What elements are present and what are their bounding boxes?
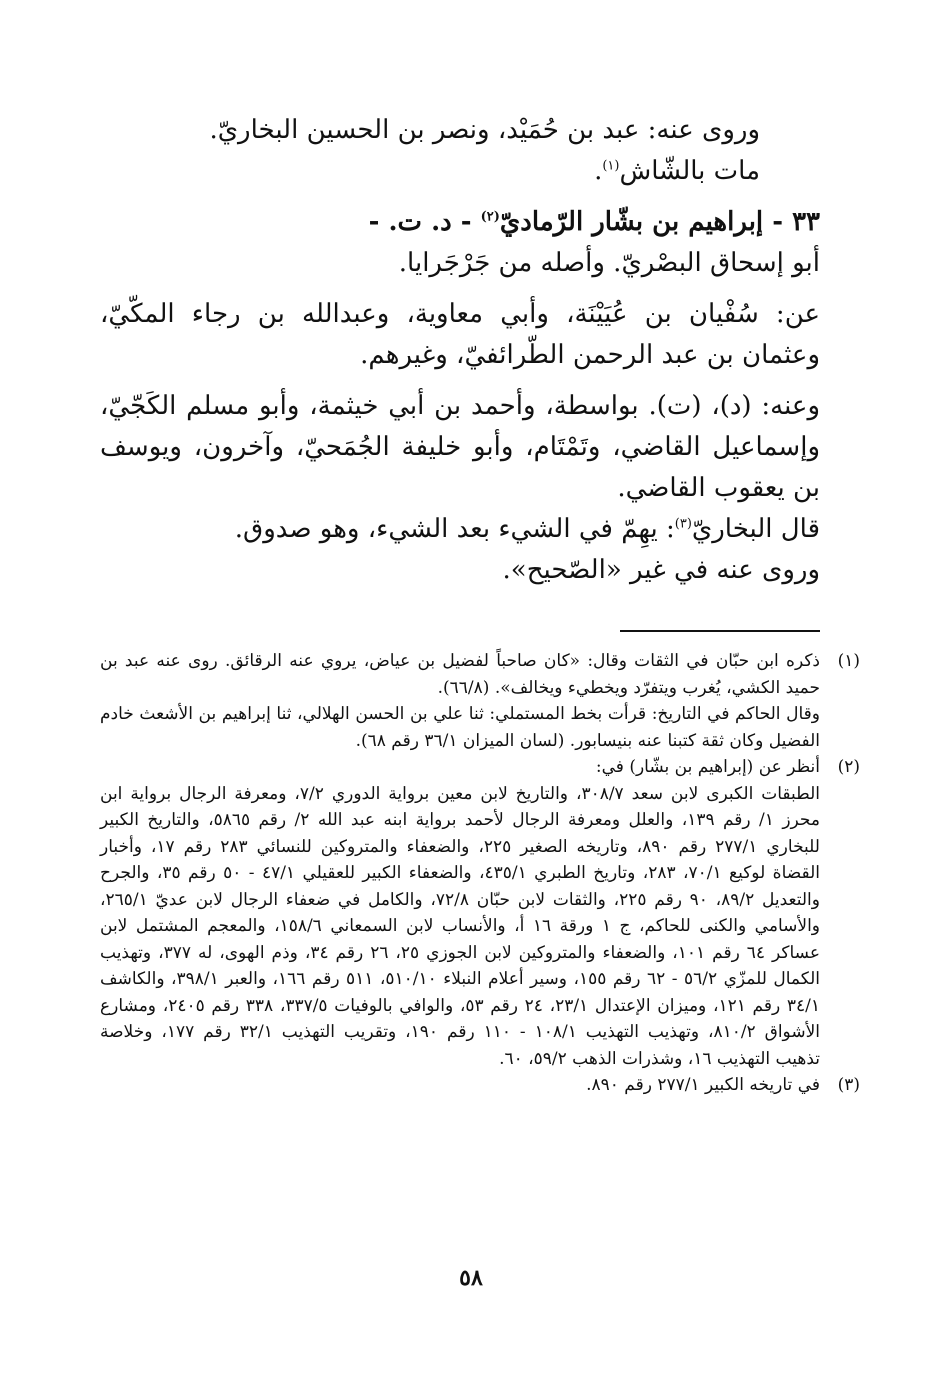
page-number: ٥٨ [459,1265,483,1291]
death-line: مات بالشّاش$^{(١)}$. [594,156,760,186]
entry-heading: ٣٣ - إبراهيم بن بشّار الرّماديّ$^{(٢)}$ - د. ت. - [368,207,820,237]
bukhari-quote: قال البخاريّ$^{(٣)}$: يهِمّ في الشيء بعد الشيء، وهو صدوق. [234,514,820,544]
footnote-divider [620,630,820,632]
footnote-paragraph: ذكره ابن حبّان في الثقات وقال: «كان صاحباً لفضيل بن عياض، يروي عنه الرقائق. روى عنه عبد بن حميد الكشي، يُغرب ويتفرّد ويخطيء ويخالف». (٦٦/٨). [100,651,820,698]
footnote-ref: (٢) [480,209,500,225]
footnote-number: (١) [837,651,860,671]
footnote-ref: (٣) [674,516,692,532]
footnote-paragraph: أنظر عن (إبراهيم بن بشّار) في: [595,757,820,777]
footnote-paragraph: في تاريخه الكبير ٢٧٧/١ رقم ٨٩٠. [586,1075,820,1095]
footnote-3 [100,1072,860,1099]
footnote-paragraph: الطبقات الكبرى لابن سعد ٣٠٨/٧، والتاريخ لابن معين برواية الدوري ٧/٢، ومعرفة الرجال برواية ابن محرز ١/ رقم ١٣٩، والعلل ومعرفة الرجال لأحمد برواية ابنه عبد الله ٢/ رقم ٥٨٦٥، والتاريخ الكبير للبخاري ٢٧٧/١ رقم ٨٩٠، وتاريخه الصغير ٢٢٥، والضعفاء والمتروكين للنسائي ٢٨٣ رقم ١٧، وأخبار القضاة لوكيع ٧٠/١، ٢٨٣، وتاريخ الطبري ٤٣٥/١، والضعفاء الكبير للعقيلي ٤٧/١ - ٥٠ رقم ٣٥، والجرح والتعديل ٨٩/٢، ٩٠ رقم ٢٢٥، والثقات لابن حبّان ٧٢/٨، والكامل في ضعفاء الرجال لابن عديّ ٢٦٥/١، والأسامي والكنى للحاكم، ج ١ ورقة ١٦ أ، والأنساب لابن السمعاني ١٥٨/٦، والمعجم المشتمل لابن عساكر ٦٤ رقم ١٠١، والضعفاء والمتروكين لابن الجوزي ٢٥، ٢٦ رقم ٣٤، وذم الهوى، له ٣٧٧، وتهذيب الكمال للمزّي ٥٦/٢ - ٦٢ رقم ١٥٥، وسير أعلام النبلاء ٥١٠/١٠، ٥١١ رقم ١٦٦، والعبر ٣٩٨/١، والكاشف ٣٤/١ رقم ١٢١، وميزان الإعتدال ٢٣/١، ٢٤ رقم ٥٣، والوافي بالوفيات ٣٣٧/٥، ٣٣٨ رقم ٢٤٠٥، ومشارع الأشواق ٨١٠/٢، وتهذيب التهذيب ١٠٨/١ - ١١٠ رقم ١٩٠، وتقريب التهذيب ٣٢/١ رقم ١٧٧، وخلاصة تذهيب التهذيب ١٦، وشذرات الذهب ٥٩/٢، ٦٠. [100,783,821,1069]
footnote-number: (٣) [837,1075,860,1095]
footnote-paragraph: وقال الحاكم في التاريخ: قرأت بخط المستملي: ثنا علي بن الحسن الهلالي، ثنا إبراهيم بن الأشعث خادم الفضيل وكان ثقة كتبنا عنه بنيسابور. (لسان الميزان ٣٦/١ رقم ٦٨). [100,704,820,751]
footnote-ref: (١) [602,158,620,174]
main-text [100,110,820,591]
students-paragraph: وعنه: (د)، (ت). بواسطة، وأحمد بن أبي خيثمة، وأبو مسلم الكَجّيّ، وإسماعيل القاضي، وتَمْتَام، وأبو خليفة الجُمَحيّ، وآخرون، ويوسف بن يعقوب القاضي. [100,391,820,503]
kunya-line: أبو إسحاق البصْريّ. وأصله من جَرْجَرايا. [398,248,820,278]
footnote-number: (٢) [837,757,860,777]
footnotes [100,648,860,1099]
footnote-2 [100,754,860,1072]
teachers-paragraph: عن: سُفْيان بن عُيَيْنَة، وأبي معاوية، وعبدالله بن رجاء المكّيّ، وعثمان بن عبد الرحمن الطّرائفيّ، وغيرهم. [100,299,820,370]
narrators-from-line: وروى عنه: عبد بن حُمَيْد، ونصر بن الحسين البخاريّ. [209,115,760,145]
narration-line: وروى عنه في غير «الصّحيح». [502,555,820,585]
footnote-1 [100,648,860,754]
